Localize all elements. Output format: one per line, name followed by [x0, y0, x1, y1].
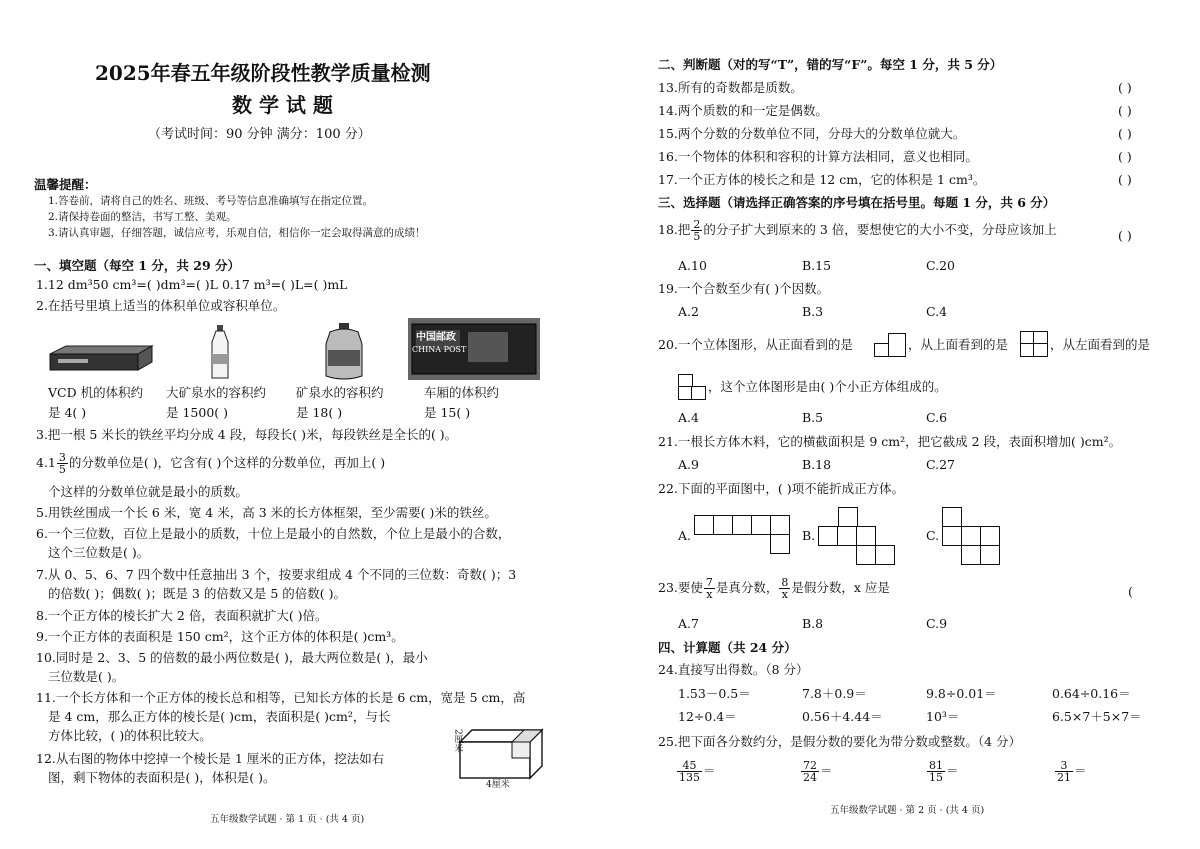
answer-paren: ( — [1128, 584, 1133, 599]
question-2: 2.在括号里填上适当的体积单位或容积单位。 — [36, 298, 286, 313]
question-21: 21.一根长方体木料，它的横截面积是 9 cm²，把它截成 2 段，表面积增加( )cm²。 — [658, 434, 1122, 449]
exam-info: （考试时间：90 分钟 满分：100 分） — [148, 127, 371, 142]
grid-cell — [838, 507, 858, 527]
grid-cell — [942, 507, 962, 527]
numerator: 3 — [1055, 760, 1073, 772]
picture-label: 车厢的体积约 — [424, 385, 500, 400]
grid-cell — [691, 386, 706, 400]
numerator: 8 — [781, 576, 789, 589]
grid-cell — [980, 526, 1000, 546]
question-7: 7.从 0、5、6、7 四个数中任意抽出 3 个，按要求组成 4 个不同的三位数：奇数( )；3 — [36, 567, 517, 582]
notice-title: 温馨提醒： — [34, 177, 97, 192]
reduce-fraction-item — [1054, 760, 1087, 783]
picture-answer: 是 4( ) — [48, 405, 87, 420]
denominator: 15 — [929, 771, 943, 784]
fraction — [927, 760, 945, 783]
section-true-false: 二、判断题（对的写“T”，错的写“F”。每空 1 分，共 5 分） — [658, 57, 1003, 72]
option: A.10 — [678, 258, 707, 273]
large-water-bottle-image — [206, 324, 234, 380]
net-c-shape — [942, 507, 1004, 565]
question-12-cont: 图，剩下物体的表面积是( )，体积是( )。 — [48, 770, 276, 785]
option: B.15 — [802, 258, 832, 273]
truck-logo-text: CHINA POST — [412, 345, 467, 354]
question-20: 20.一个立体图形，从正面看到的是 — [658, 337, 853, 352]
numerator: 7 — [705, 576, 713, 589]
calc-item: 0.64÷0.16＝ — [1052, 686, 1131, 701]
answer-paren: ( ) — [1118, 228, 1132, 243]
calc-item: 1.53－0.5＝ — [678, 686, 751, 701]
grid-cell — [732, 515, 752, 535]
answer-paren: ( ) — [1118, 172, 1132, 187]
equals-sign: ＝ — [946, 763, 959, 778]
notice-line: 1.答卷前，请将自己的姓名、班级、考号等信息准确填写在指定位置。 — [48, 195, 374, 207]
notice-line: 3.请认真审题，仔细答题，诚信应考，乐观自信，相信你一定会取得满意的成绩！ — [48, 227, 426, 239]
numerator: 45 — [677, 760, 702, 772]
calc-item: 10³＝ — [926, 709, 960, 724]
option-label: C. — [926, 528, 940, 543]
calc-item: 7.8＋0.9＝ — [802, 686, 867, 701]
q4-text: 的分数单位是( )，它含有( )个这样的分数单位，再加上( ) — [68, 455, 386, 470]
answer-paren: ( ) — [1118, 103, 1132, 118]
figure-height-label: 2厘米 — [452, 729, 463, 753]
fraction — [704, 577, 715, 600]
option-label: B. — [802, 528, 816, 543]
numerator: 81 — [929, 759, 943, 772]
question-4-cont: 个这样的分数单位就是最小的质数。 — [48, 484, 249, 499]
q18-text: 的分子扩大到原来的 3 倍，要想使它的大小不变，分母应该加上 — [703, 222, 1057, 237]
front-view-shape — [874, 333, 906, 357]
vcd-player-image — [46, 344, 156, 374]
numerator: 3 — [58, 451, 66, 464]
page-footer: 五年级数学试题 · 第 1 页 · (共 4 页) — [210, 814, 365, 825]
equals-sign: ＝ — [1074, 763, 1087, 778]
question-22: 22.下面的平面图中，( )项不能折成正方体。 — [658, 481, 905, 496]
option: A.7 — [678, 616, 699, 631]
numerator: 72 — [803, 759, 817, 772]
calc-item: 12÷0.4＝ — [678, 709, 737, 724]
page-footer: 五年级数学试题 · 第 2 页 · (共 4 页) — [830, 805, 985, 816]
question-15: 15.两个分数的分数单位不同，分母大的分数单位就大。 — [658, 126, 966, 141]
grid-cell — [837, 526, 857, 546]
question-20-top: ，从上面看到的是 — [908, 337, 1009, 352]
grid-cell — [818, 526, 838, 546]
picture-label: 大矿泉水的容积约 — [166, 385, 267, 400]
question-1: 1.12 dm³50 cm³=( )dm³=( )L 0.17 m³=( )L=( )mL — [36, 277, 348, 292]
question-17: 17.一个正方体的棱长之和是 12 cm，它的体积是 1 cm³。 — [658, 172, 986, 187]
denominator: 135 — [679, 771, 700, 784]
calc-item: 0.56＋4.44＝ — [802, 709, 883, 724]
denominator: x — [781, 588, 789, 601]
reduce-fraction-item — [800, 760, 833, 783]
question-20-left: ，从左面看到的是 — [1050, 337, 1151, 352]
grid-cell — [961, 545, 981, 565]
calc-item: 6.5×7＋5×7＝ — [1052, 709, 1142, 724]
picture-answer: 是 18( ) — [296, 405, 343, 420]
option: B.8 — [802, 616, 824, 631]
question-14: 14.两个质数的和一定是偶数。 — [658, 103, 828, 118]
question-7-cont: 的倍数( )；偶数( )；既是 3 的倍数又是 5 的倍数( )。 — [48, 586, 346, 601]
picture-answer: 是 15( ) — [424, 405, 471, 420]
option: A.2 — [678, 304, 699, 319]
fraction — [801, 760, 819, 783]
fraction — [677, 760, 702, 783]
option: C.20 — [926, 258, 955, 273]
question-6: 6.一个三位数，百位上是最小的质数，十位上是最小的自然数，个位上是最小的合数， — [36, 526, 511, 541]
question-11-cont: 方体比较，( )的体积比较大。 — [48, 728, 212, 743]
exam-subtitle: 数 学 试 题 — [232, 93, 333, 117]
option: B.3 — [802, 304, 824, 319]
answer-paren: ( ) — [1118, 126, 1132, 141]
calc-item: 9.8÷0.01＝ — [926, 686, 997, 701]
left-view-shape — [678, 374, 706, 400]
equals-sign: ＝ — [703, 763, 716, 778]
question-10: 10.同时是 2、3、5 的倍数的最小两位数是( )，最大两位数是( )，最小 — [36, 650, 428, 665]
grid-cell — [694, 515, 714, 535]
section-choice: 三、选择题（请选择正确答案的序号填在括号里。每题 1 分，共 6 分） — [658, 195, 1056, 210]
picture-label: VCD 机的体积约 — [48, 385, 144, 400]
section-fill-blank: 一、填空题（每空 1 分，共 29 分） — [34, 258, 241, 273]
grid-cell — [942, 526, 962, 546]
question-5: 5.用铁丝围成一个长 6 米，宽 4 米，高 3 米的长方体框架，至少需要( )米的铁丝。 — [36, 505, 497, 520]
question-25: 25.把下面各分数约分，是假分数的要化为带分数或整数。（4 分） — [658, 734, 1022, 749]
question-13: 13.所有的奇数都是质数。 — [658, 80, 803, 95]
grid-cell — [888, 333, 906, 357]
page-1 — [0, 0, 590, 849]
grid-cell — [961, 526, 981, 546]
option: C.9 — [926, 616, 948, 631]
answer-paren: ( ) — [1118, 80, 1132, 95]
denominator: 21 — [1057, 771, 1071, 784]
denominator: 24 — [803, 771, 817, 784]
top-view-shape — [1020, 331, 1048, 357]
question-3: 3.把一根 5 米长的铁丝平均分成 4 段，每段长( )米，每段铁丝是全长的( )。 — [36, 427, 458, 442]
denominator: 5 — [693, 230, 701, 243]
question-19: 19.一个合数至少有( )个因数。 — [658, 281, 830, 296]
question-11-cont: 是 4 cm，那么正方体的棱长是( )cm，表面积是( )cm²，与长 — [48, 709, 391, 724]
option: B.18 — [802, 457, 832, 472]
question-10-cont: 三位数是( )。 — [48, 669, 125, 684]
q23-text: 是假分数，x 应是 — [791, 580, 890, 595]
option: C.6 — [926, 410, 948, 425]
question-6-cont: 这个三位数是( )。 — [48, 545, 150, 560]
fraction — [1055, 760, 1073, 783]
grid-cell — [770, 515, 790, 535]
question-11: 11.一个长方体和一个正方体的棱长总和相等，已知长方体的长是 6 cm，宽是 5 cm，高 — [36, 690, 526, 705]
figure-width-label: 4厘米 — [486, 780, 510, 790]
notice-line: 2.请保持卷面的整洁，书写工整、美观。 — [48, 211, 237, 223]
denominator: x — [706, 588, 713, 601]
answer-paren: ( ) — [1118, 149, 1132, 164]
picture-answer: 是 1500( ) — [166, 405, 229, 420]
page-2 — [600, 0, 1200, 849]
question-12: 12.从右图的物体中挖掉一个棱长是 1 厘米的正方体，挖法如右 — [36, 751, 385, 766]
grid-cell — [751, 515, 771, 535]
option: B.5 — [802, 410, 824, 425]
option-label: A. — [678, 528, 692, 543]
grid-cell — [875, 545, 895, 565]
grid-cell — [770, 534, 790, 554]
reduce-fraction-item — [676, 760, 716, 783]
option: A.9 — [678, 457, 699, 472]
grid-cell — [1033, 343, 1048, 357]
question-23 — [658, 577, 890, 600]
grid-cell — [713, 515, 733, 535]
picture-label: 矿泉水的容积约 — [296, 385, 384, 400]
q23-text: 是真分数， — [715, 580, 779, 595]
option: C.4 — [926, 304, 948, 319]
fraction — [57, 452, 68, 475]
section-calculation: 四、计算题（共 24 分） — [658, 640, 797, 655]
denominator: 5 — [58, 463, 66, 476]
option: C.27 — [926, 457, 955, 472]
net-a-shape — [694, 515, 790, 555]
fraction — [691, 219, 702, 242]
option: A.4 — [678, 410, 699, 425]
water-jug-image — [322, 322, 366, 382]
reduce-fraction-item — [926, 760, 959, 783]
equals-sign: ＝ — [820, 763, 833, 778]
grid-cell — [856, 545, 876, 565]
question-24: 24.直接写出得数。（8 分） — [658, 662, 809, 677]
numerator: 2 — [693, 218, 701, 231]
q18-prefix: 18.把 — [658, 222, 691, 237]
fraction — [779, 577, 790, 600]
question-4 — [36, 452, 385, 475]
grid-cell — [980, 545, 1000, 565]
cuboid-figure — [458, 728, 550, 780]
q23-prefix: 23.要使 — [658, 580, 703, 595]
exam-title: 2025年春五年级阶段性教学质量检测 — [95, 61, 431, 85]
truck-logo-text: 中国邮政 — [416, 332, 456, 343]
question-16: 16.一个物体的体积和容积的计算方法相同，意义也相同。 — [658, 149, 978, 164]
net-b-shape — [818, 507, 898, 565]
q4-prefix: 4.1 — [36, 455, 56, 470]
grid-cell — [856, 526, 876, 546]
question-9: 9.一个正方体的表面积是 150 cm²，这个正方体的体积是( )cm³。 — [36, 629, 404, 644]
question-20-cont: ，这个立体图形是由( )个小正方体组成的。 — [708, 379, 947, 394]
question-18 — [658, 219, 1057, 242]
question-8: 8.一个正方体的棱长扩大 2 倍，表面积就扩大( )倍。 — [36, 608, 328, 623]
